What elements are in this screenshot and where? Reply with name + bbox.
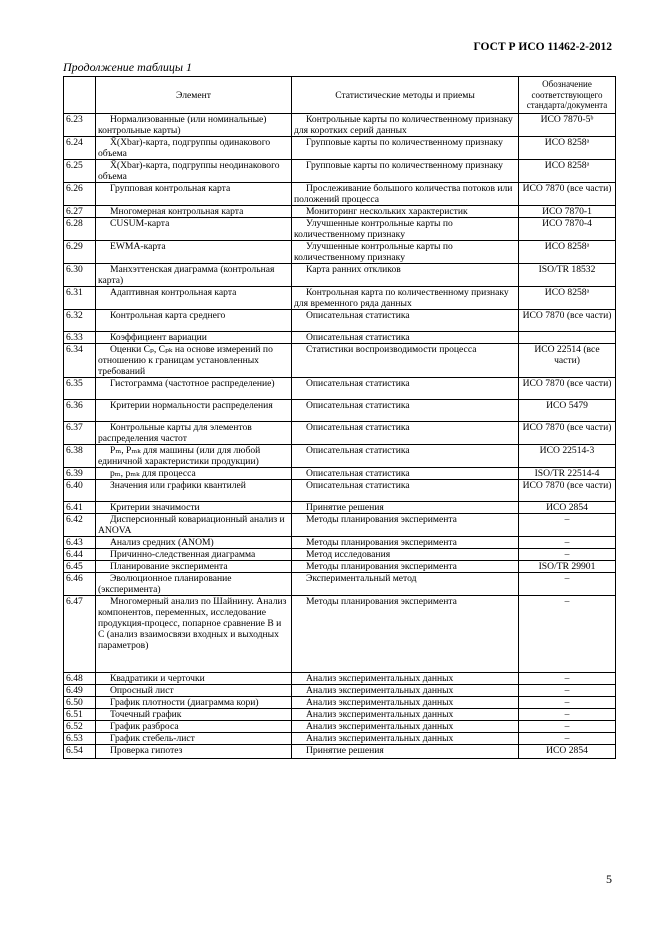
table-row [64,114,616,137]
row-number: 6.33 [64,332,96,344]
row-number: 6.23 [64,114,96,137]
row-number: 6.52 [64,721,96,733]
row-number: 6.31 [64,287,96,310]
table-row [64,344,616,378]
row-number: 6.27 [64,206,96,218]
document-header: ГОСТ Р ИСО 11462-2-2012 [473,41,612,53]
method-cell: Метод исследования [292,549,519,561]
standard-cell: ISO/TR 22514-4 [519,468,616,480]
element-cell: Групповая контрольная карта [96,183,292,206]
method-cell: Статистики воспроизводимости процесса [292,344,519,378]
method-cell: Групповые карты по количественному признаку [292,160,519,183]
row-number: 6.53 [64,733,96,745]
table-row [64,745,616,759]
standard-cell: ИСО 7870 (все части) [519,310,616,332]
method-cell: Описательная статистика [292,480,519,502]
table-header-row [64,77,616,114]
row-number: 6.32 [64,310,96,332]
element-cell: Точечный график [96,709,292,721]
table-row [64,733,616,745]
method-cell: Описательная статистика [292,378,519,400]
page-number: 5 [606,872,612,886]
element-cell: График плотности (диаграмма кори) [96,697,292,709]
method-cell: Принятие решения [292,745,519,759]
row-number: 6.30 [64,264,96,287]
element-cell: Оценки Cₚ, Cₚₖ на основе измерений по отношению к границам установленных требований [96,344,292,378]
row-number: 6.44 [64,549,96,561]
header-standard: Обозначение соответствующего стандарта/документа [519,77,616,114]
element-cell: Причинно-следственная диаграмма [96,549,292,561]
element-cell: Дисперсионный ковариационный анализ и ANOVA [96,514,292,537]
table-row [64,514,616,537]
element-cell: pₘ, pₘₖ для процесса [96,468,292,480]
methods-table [63,76,616,759]
element-cell: Проверка гипотез [96,745,292,759]
method-cell: Анализ экспериментальных данных [292,697,519,709]
table-row [64,549,616,561]
method-cell: Групповые карты по количественному признаку [292,137,519,160]
table-row [64,264,616,287]
row-number: 6.35 [64,378,96,400]
method-cell: Описательная статистика [292,310,519,332]
element-cell: Критерии нормальности распределения [96,400,292,422]
table-row [64,468,616,480]
table-row [64,422,616,445]
element-cell: Критерии значимости [96,502,292,514]
standard-cell: ИСО 7870-1 [519,206,616,218]
row-number: 6.26 [64,183,96,206]
row-number: 6.50 [64,697,96,709]
standard-cell: ИСО 22514 (все части) [519,344,616,378]
table-row [64,160,616,183]
method-cell: Экспериментальный метод [292,573,519,596]
method-cell: Принятие решения [292,502,519,514]
method-cell: Методы планирования эксперимента [292,561,519,573]
method-cell: Контрольная карта по количественному признаку для временного ряда данных [292,287,519,310]
element-cell: Адаптивная контрольная карта [96,287,292,310]
standard-cell: ISO/TR 29901 [519,561,616,573]
table-row [64,287,616,310]
element-cell: Планирование эксперимента [96,561,292,573]
row-number: 6.39 [64,468,96,480]
table-row [64,400,616,422]
method-cell: Методы планирования эксперимента [292,537,519,549]
element-cell: Эволюционное планирование (эксперимента) [96,573,292,596]
table-row [64,697,616,709]
row-number: 6.42 [64,514,96,537]
table-row [64,596,616,673]
standard-cell: – [519,549,616,561]
table-row [64,206,616,218]
row-number: 6.40 [64,480,96,502]
standard-cell: – [519,721,616,733]
standard-cell: ИСО 2854 [519,745,616,759]
element-cell: Манхэттенская диаграмма (контрольная карта) [96,264,292,287]
method-cell: Контрольные карты по количественному признаку для коротких серий данных [292,114,519,137]
method-cell: Анализ экспериментальных данных [292,709,519,721]
element-cell: Контрольные карты для элементов распределения частот [96,422,292,445]
row-number: 6.36 [64,400,96,422]
method-cell: Методы планирования эксперимента [292,596,519,673]
row-number: 6.49 [64,685,96,697]
header-method: Статистические методы и приемы [292,77,519,114]
row-number: 6.37 [64,422,96,445]
row-number: 6.51 [64,709,96,721]
table-row [64,310,616,332]
method-cell: Описательная статистика [292,400,519,422]
standard-cell: – [519,673,616,685]
row-number: 6.24 [64,137,96,160]
method-cell: Улучшенные контрольные карты по количественному признаку [292,241,519,264]
table-row [64,378,616,400]
element-cell: Многомерная контрольная карта [96,206,292,218]
element-cell: Pₘ, Pₘₖ для машины (или для любой единичной характеристики продукции) [96,445,292,468]
element-cell: Контрольная карта среднего [96,310,292,332]
standard-cell: – [519,537,616,549]
standard-cell: – [519,697,616,709]
element-cell: График стебель-лист [96,733,292,745]
element-cell: X̄(Xbar)-карта, подгруппы одинакового объема [96,137,292,160]
standard-cell: – [519,685,616,697]
row-number: 6.41 [64,502,96,514]
element-cell: График разброса [96,721,292,733]
standard-cell: ИСО 7870-5ᵇ [519,114,616,137]
element-cell: Анализ средних (ANOM) [96,537,292,549]
standard-cell: ISO/TR 18532 [519,264,616,287]
row-number: 6.47 [64,596,96,673]
element-cell: X̄(Xbar)-карта, подгруппы неодинакового объема [96,160,292,183]
row-number: 6.38 [64,445,96,468]
element-cell: Квадратики и черточки [96,673,292,685]
element-cell: Коэффициент вариации [96,332,292,344]
standard-cell [519,332,616,344]
row-number: 6.46 [64,573,96,596]
table-row [64,561,616,573]
method-cell: Описательная статистика [292,332,519,344]
standard-cell: ИСО 7870-4 [519,218,616,241]
row-number: 6.25 [64,160,96,183]
element-cell: EWMA-карта [96,241,292,264]
standard-cell: – [519,709,616,721]
header-num [64,77,96,114]
table-row [64,218,616,241]
table-row [64,709,616,721]
row-number: 6.48 [64,673,96,685]
method-cell: Прослеживание большого количества потоков или положений процесса [292,183,519,206]
standard-cell: ИСО 7870 (все части) [519,422,616,445]
element-cell: Гистограмма (частотное распределение) [96,378,292,400]
table-row [64,685,616,697]
table-row [64,537,616,549]
element-cell: CUSUM-карта [96,218,292,241]
table-row [64,445,616,468]
standard-cell: ИСО 7870 (все части) [519,183,616,206]
standard-cell: ИСО 8258ᵃ [519,241,616,264]
table-body [64,114,616,759]
standard-cell: ИСО 5479 [519,400,616,422]
standard-cell: ИСО 8258ᵃ [519,160,616,183]
element-cell: Нормализованные (или номинальные) контрольные карты) [96,114,292,137]
row-number: 6.54 [64,745,96,759]
standard-cell: ИСО 22514-3 [519,445,616,468]
method-cell: Мониторинг нескольких характеристик [292,206,519,218]
table-row [64,332,616,344]
element-cell: Опросный лист [96,685,292,697]
table-row [64,573,616,596]
element-cell: Значения или графики квантилей [96,480,292,502]
row-number: 6.45 [64,561,96,573]
method-cell: Описательная статистика [292,422,519,445]
method-cell: Методы планирования эксперимента [292,514,519,537]
method-cell: Анализ экспериментальных данных [292,721,519,733]
standard-cell: ИСО 7870 (все части) [519,378,616,400]
header-element: Элемент [96,77,292,114]
method-cell: Анализ экспериментальных данных [292,685,519,697]
table-row [64,673,616,685]
row-number: 6.28 [64,218,96,241]
standard-cell: ИСО 8258ᵃ [519,287,616,310]
table-row [64,137,616,160]
standard-cell: – [519,596,616,673]
standard-cell: ИСО 7870 (все части) [519,480,616,502]
table-row [64,183,616,206]
method-cell: Улучшенные контрольные карты по количественному признаку [292,218,519,241]
standard-cell: – [519,733,616,745]
method-cell: Карта ранних откликов [292,264,519,287]
method-cell: Описательная статистика [292,445,519,468]
table-row [64,721,616,733]
standard-cell: – [519,514,616,537]
table-row [64,241,616,264]
method-cell: Анализ экспериментальных данных [292,673,519,685]
table-row [64,502,616,514]
method-cell: Анализ экспериментальных данных [292,733,519,745]
row-number: 6.34 [64,344,96,378]
standard-cell: – [519,573,616,596]
row-number: 6.43 [64,537,96,549]
standard-cell: ИСО 8258ᵃ [519,137,616,160]
element-cell: Многомерный анализ по Шайнину. Анализ компонентов, переменных, исследование продукция-процесс, попарное сравнение В и С (анализ взаимосвязи входных и выходных параметров) [96,596,292,673]
standard-cell: ИСО 2854 [519,502,616,514]
table-row [64,480,616,502]
method-cell: Описательная статистика [292,468,519,480]
table-caption: Продолжение таблицы 1 [63,60,193,74]
row-number: 6.29 [64,241,96,264]
